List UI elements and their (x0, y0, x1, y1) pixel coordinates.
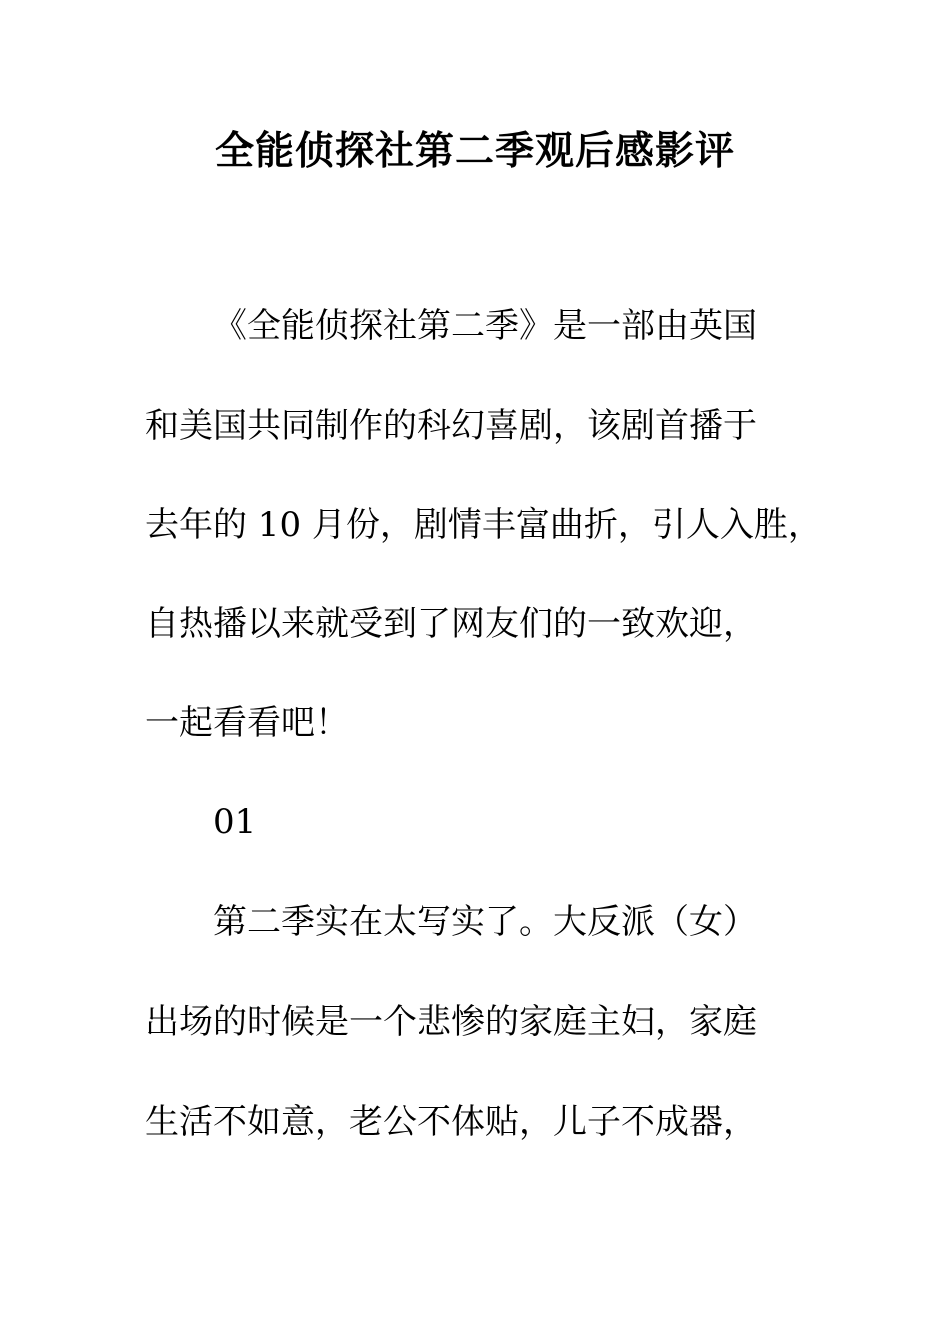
paragraph-line: 第二季实在太写实了。大反派（女） (213, 902, 757, 942)
section-number: 01 (213, 802, 257, 842)
paragraph-line: 《全能侦探社第二季》是一部由英国 (213, 306, 757, 346)
paragraph-line: 出场的时候是一个悲惨的家庭主妇，家庭 (145, 1002, 757, 1042)
paragraph-line: 和美国共同制作的科幻喜剧，该剧首播于 (145, 406, 757, 446)
paragraph-line: 生活不如意，老公不体贴，儿子不成器， (145, 1102, 757, 1142)
document-title: 全能侦探社第二季观后感影评 (214, 129, 735, 174)
paragraph-line: 自热播以来就受到了网友们的一致欢迎， (145, 604, 757, 644)
paragraph-line: 一起看看吧！ (145, 703, 349, 743)
paragraph-line: 去年的 10 月份，剧情丰富曲折，引人入胜， (145, 505, 822, 545)
